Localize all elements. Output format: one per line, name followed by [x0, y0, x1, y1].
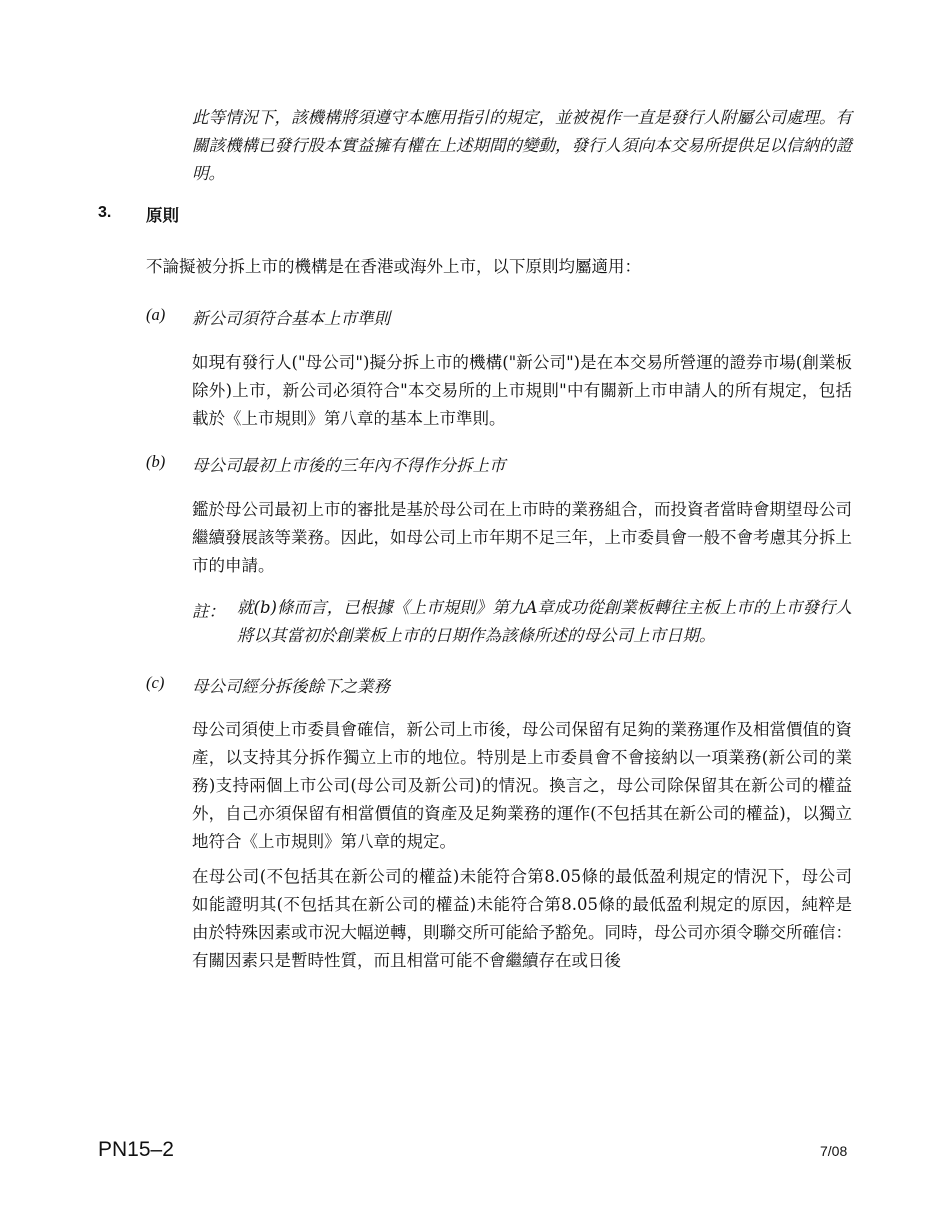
paragraph-c-2: 在母公司(不包括其在新公司的權益)未能符合第8.05條的最低盈利規定的情況下，母公司如能證明其(不包括其在新公司的權益)未能符合第8.05條的最低盈利規定的原因，純粹是由於特殊因素或市況大幅逆轉，則聯交所可能給予豁免。同時，母公司亦須令聯交所確信：有關因素只是暫時性質，而且相當可能不會繼續存在或日後: [192, 867, 852, 970]
subsection-title-a: 新公司須符合基本上市準則: [192, 309, 390, 328]
subsection-title-c: 母公司經分拆後餘下之業務: [192, 677, 390, 696]
subsection-title-b: 母公司最初上市後的三年內不得作分拆上市: [192, 456, 506, 475]
section-title: 原則: [146, 206, 179, 225]
footer-doc-code: PN15–2: [98, 1138, 174, 1161]
note-text: 就(b)條而言，已根據《上市規則》第九A章成功從創業板轉往主板上市的上市發行人將以其當初於創業板上市的日期作為該條所述的母公司上市日期。: [237, 598, 852, 645]
paragraph-b-1: 鑑於母公司最初上市的審批是基於母公司在上市時的業務組合，而投資者當時會期望母公司繼續發展該等業務。因此，如母公司上市年期不足三年，上市委員會一般不會考慮其分拆上市的申請。: [192, 500, 852, 575]
subsection-label-c: (c): [146, 673, 165, 692]
paragraph-c-1: 母公司須使上市委員會確信，新公司上市後，母公司保留有足夠的業務運作及相當價值的資產，以支持其分拆作獨立上市的地位。特別是上市委員會不會接納以一項業務(新公司的業務)支持兩個上市公司(母公司及新公司)的情況。換言之，母公司除保留其在新公司的權益外，自己亦須保留有相當價值的資產及足夠業務的運作(不包括其在新公司的權益)，以獨立地符合《上市規則》第八章的規定。: [192, 720, 852, 851]
intro-paragraph: 此等情況下，該機構將須遵守本應用指引的規定，並被視作一直是發行人附屬公司處理。有關該機構已發行股本實益擁有權在上述期間的變動，發行人須向本交易所提供足以信納的證明。: [192, 108, 852, 183]
footer-date: 7/08: [820, 1143, 848, 1159]
note-label: 註：: [192, 602, 225, 621]
paragraph-a-1: 如現有發行人("母公司")擬分拆上市的機構("新公司")是在本交易所營運的證券市場(創業板除外)上市，新公司必須符合"本交易所的上市規則"中有關新上市申請人的所有規定，包括載於《上市規則》第八章的基本上市準則。: [192, 353, 852, 428]
subsection-label-a: (a): [146, 305, 166, 324]
subsection-label-b: (b): [146, 452, 166, 471]
section-number: 3.: [98, 204, 112, 221]
section-lead: 不論擬被分拆上市的機構是在香港或海外上市，以下原則均屬適用：: [146, 257, 641, 276]
